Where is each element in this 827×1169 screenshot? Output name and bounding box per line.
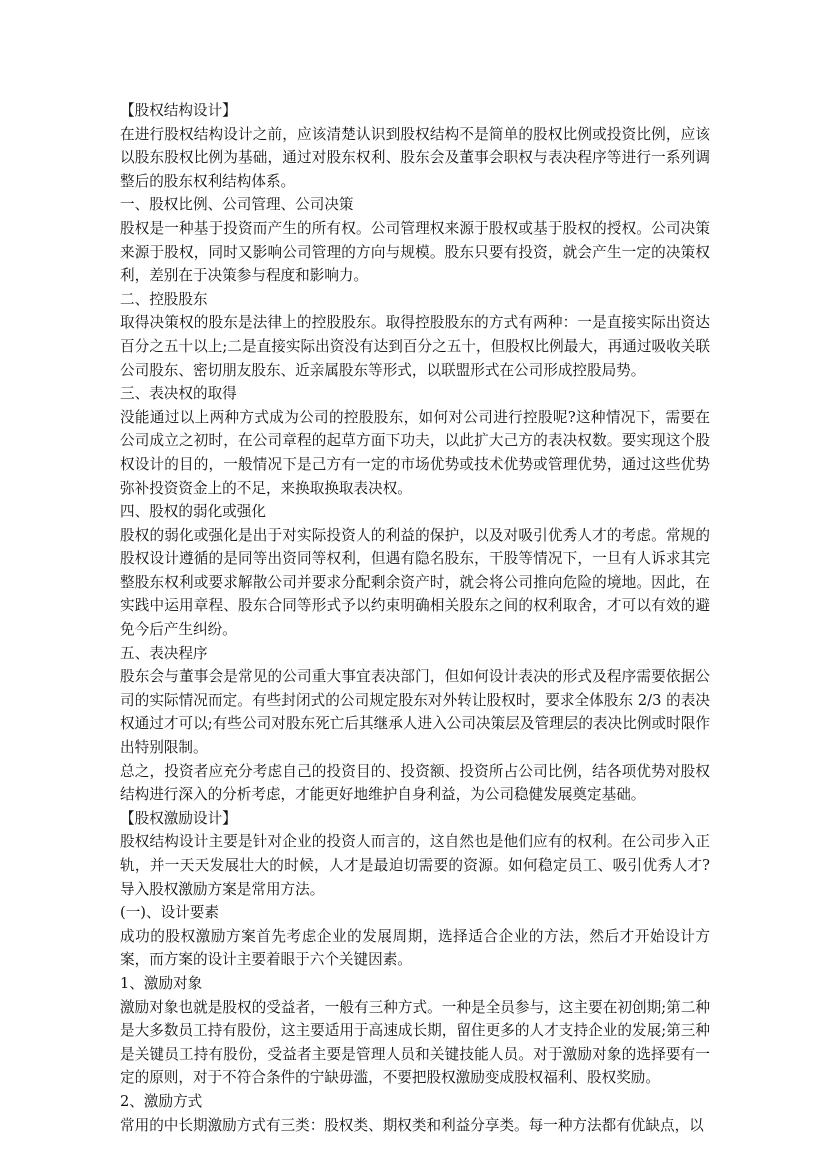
heading-design-elements: (一)、设计要素 [120, 904, 219, 922]
document-page [120, 99, 710, 1137]
paragraph-incentive-methods: 常用的中长期激励方式有三类：股权类、期权类和利益分享类。每一种方法都有优缺点，以 [120, 1116, 704, 1134]
section-title-equity-incentive: 【股权激励设计】 [120, 809, 237, 827]
paragraph-weaken-strengthen: 股权的弱化或强化是出于对实际投资人的利益的保护，以及对吸引优秀人才的考虑。常规的股权设计遵循的是同等出资同等权利，但遇有隐名股东，干股等情况下，一旦有人诉求其完整股东权利或要求解散公司并要求分配剩余资产时，就会将公司推向危险的境地。因此，在实践中运用章程、股东合同等形式予以约束明确相关股东之间的权利取舍，才可以有效的避免今后产生纠纷。 [120, 526, 710, 639]
paragraph-incentive-targets: 激励对象也就是股权的受益者，一般有三种方式。一种是全员参与，这主要在初创期;第二种是大多数员工持有股份，这主要适用于高速成长期，留住更多的人才支持企业的发展;第三种是关键员工持有股份，受益者主要是管理人员和关键技能人员。对于激励对象的选择要有一定的原则，对于不符合条件的宁缺毋滥，不要把股权激励变成股权福利、股权奖励。 [120, 998, 710, 1087]
paragraph-controlling-shareholder: 取得决策权的股东是法律上的控股股东。取得控股股东的方式有两种：一是直接实际出资达百分之五十以上;二是直接实际出资没有达到百分之五十，但股权比例最大，再通过吸收关联公司股东、密切朋友股东、近亲属股东等形式，以联盟形式在公司形成控股局势。 [120, 314, 710, 379]
paragraph-conclusion: 总之，投资者应充分考虑自己的投资目的、投资额、投资所占公司比例，结各项优势对股权结构进行深入的分析考虑，才能更好地维护自身利益，为公司稳健发展奠定基础。 [120, 762, 710, 804]
paragraph-design-elements: 成功的股权激励方案首先考虑企业的发展周期，选择适合企业的方法，然后才开始设计方案，而方案的设计主要着眼于六个关键因素。 [120, 927, 710, 969]
section-title-equity-structure: 【股权结构设计】 [120, 102, 237, 119]
heading-voting-rights: 三、表决权的取得 [120, 385, 237, 403]
paragraph-ratio-management-decision: 股权是一种基于投资而产生的所有权。公司管理权来源于股权或基于股权的授权。公司决策来源于股权，同时又影响公司管理的方向与规模。股东只要有投资，就会产生一定的决策权利，差别在于决策参与程度和影响力。 [120, 219, 710, 285]
paragraph-intro: 在进行股权结构设计之前，应该清楚认识到股权结构不是简单的股权比例或投资比例，应该以股东股权比例为基础，通过对股东权利、股东会及董事会职权与表决程序等进行一系列调整后的股东权利结构体系。 [120, 125, 710, 190]
heading-ratio-management-decision: 一、股权比例、公司管理、公司决策 [120, 196, 354, 214]
paragraph-voting-rights: 没能通过以上两种方式成为公司的控股股东，如何对公司进行控股呢?这种情况下，需要在公司成立之初时，在公司章程的起草方面下功夫，以此扩大己方的表决权数。要实现这个股权设计的目的，一般情况下是己方有一定的市场优势或技术优势或管理优势，通过这些优势弥补投资资金上的不足，来换取换取表决权。 [120, 408, 710, 497]
paragraph-incentive-intro: 股权结构设计主要是针对企业的投资人而言的，这自然也是他们应有的权利。在公司步入正轨，并一天天发展壮大的时候，人才是最迫切需要的资源。如何稳定员工、吸引优秀人才?导入股权激励方案是常用方法。 [120, 833, 710, 898]
paragraph-voting-procedure: 股东会与董事会是常见的公司重大事宜表决部门，但如何设计表决的形式及程序需要依据公司的实际情况而定。有些封闭式的公司规定股东对外转让股权时，要求全体股东 2/3 的表决权通过才可以;有些公司对股东死亡后其继承人进入公司决策层及管理层的表决比例或时限作出特别限制。 [120, 668, 710, 757]
heading-incentive-methods: 2、激励方式 [120, 1092, 203, 1110]
heading-weaken-strengthen: 四、股权的弱化或强化 [120, 503, 266, 521]
heading-controlling-shareholder: 二、控股股东 [120, 290, 208, 308]
heading-voting-procedure: 五、表决程序 [120, 644, 208, 662]
heading-incentive-targets: 1、激励对象 [120, 974, 203, 992]
